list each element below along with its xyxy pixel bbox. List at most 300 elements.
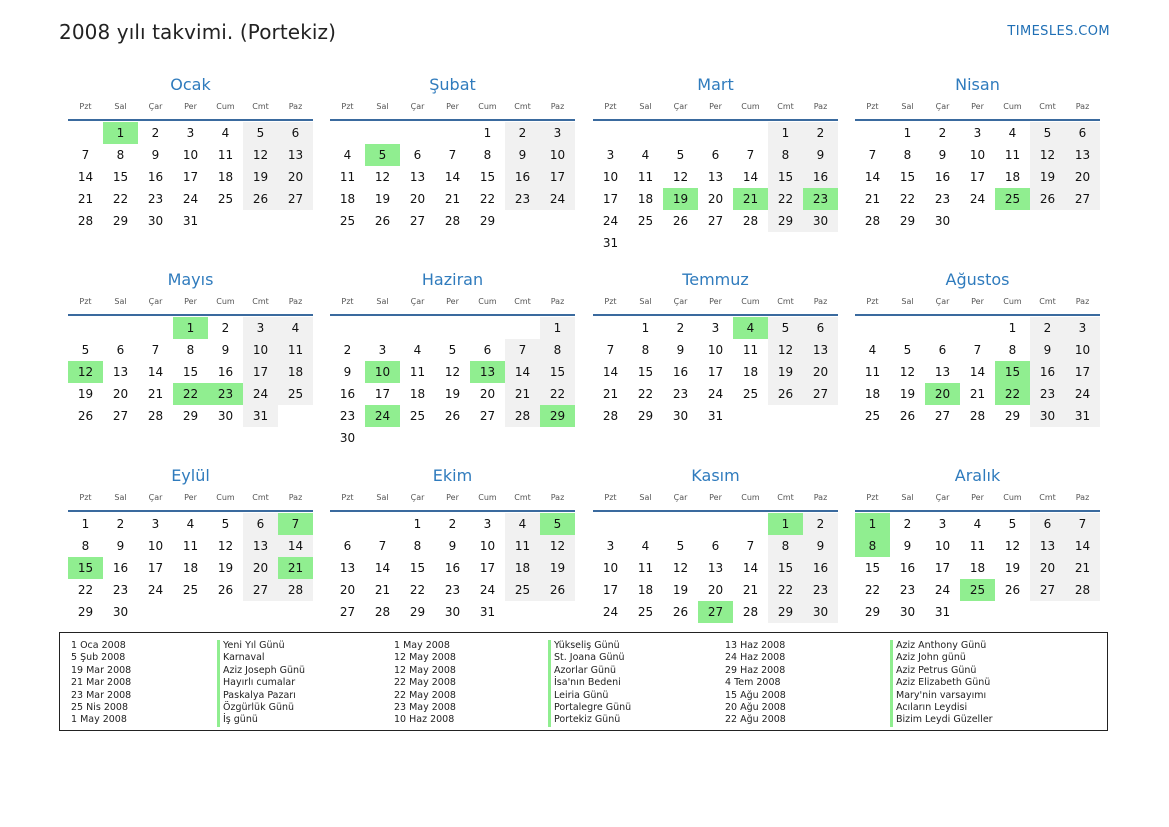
weekday-label: Pzt — [79, 297, 92, 306]
day-cell: 15 — [182, 365, 199, 379]
weekday-label: Paz — [288, 493, 303, 502]
weekday-label: Pzt — [866, 297, 879, 306]
day-cell: 12 — [672, 561, 689, 575]
day-cell: 30 — [217, 409, 234, 423]
day-cell: 19 — [1004, 561, 1021, 575]
day-cell: 15 — [637, 365, 654, 379]
day-cell: 29 — [768, 601, 803, 623]
day-cell: 9 — [116, 539, 125, 553]
holiday-day-cell: 29 — [540, 405, 575, 427]
day-cell: 16 — [339, 387, 356, 401]
holiday-day-cell: 21 — [278, 557, 313, 579]
header-divider — [68, 510, 313, 512]
holiday-day-cell: 21 — [733, 188, 768, 210]
header-divider — [68, 314, 313, 316]
day-cell: 31 — [707, 409, 724, 423]
day-cell: 10 — [147, 539, 164, 553]
day-cell: 16 — [444, 561, 461, 575]
day-cell: 30 — [803, 210, 838, 232]
legend-date: 15 Ağu 2008 — [725, 689, 786, 701]
day-cell: 6 — [483, 343, 492, 357]
weekday-label: Sal — [114, 493, 127, 502]
weekday-label: Sal — [114, 297, 127, 306]
day-cell: 27 — [934, 409, 951, 423]
day-cell: 9 — [903, 539, 912, 553]
brand-link[interactable]: TIMESLES.COM — [1007, 24, 1110, 39]
legend-holiday-name: Bizim Leydi Güzeller — [890, 714, 993, 726]
legend-names-col-2 — [548, 640, 631, 727]
day-cell: 25 — [637, 214, 654, 228]
day-cell: 14 — [147, 365, 164, 379]
day-cell: 12 — [768, 339, 803, 361]
legend-date: 23 May 2008 — [394, 702, 456, 714]
day-cell: 3 — [243, 317, 278, 339]
day-cell: 10 — [602, 561, 619, 575]
day-cell: 30 — [803, 601, 838, 623]
day-cell: 28 — [147, 409, 164, 423]
legend-holiday-name: St. Joana Günü — [548, 652, 631, 664]
weekday-label: Per — [971, 297, 984, 306]
day-cell: 19 — [374, 192, 391, 206]
day-cell: 19 — [444, 387, 461, 401]
weekday-label: Per — [971, 493, 984, 502]
day-cell: 9 — [343, 365, 352, 379]
day-grid — [330, 513, 575, 645]
day-cell: 23 — [899, 583, 916, 597]
holiday-day-cell: 20 — [925, 383, 960, 405]
legend-date: 19 Mar 2008 — [71, 664, 132, 676]
day-cell: 21 — [77, 192, 94, 206]
day-cell: 6 — [1065, 122, 1100, 144]
weekday-label: Pzt — [79, 102, 92, 111]
holiday-day-cell: 5 — [540, 513, 575, 535]
day-cell: 21 — [444, 192, 461, 206]
day-grid — [855, 317, 1100, 449]
day-cell: 19 — [899, 387, 916, 401]
day-cell: 26 — [672, 214, 689, 228]
legend-date: 21 Mar 2008 — [71, 677, 132, 689]
day-cell: 2 — [903, 517, 912, 531]
day-cell: 29 — [409, 605, 426, 619]
holiday-day-cell: 12 — [68, 361, 103, 383]
day-cell: 14 — [77, 170, 94, 184]
day-cell: 23 — [112, 583, 129, 597]
month-name: Ağustos — [945, 270, 1010, 289]
weekday-label: Cmt — [252, 493, 269, 502]
day-cell: 11 — [969, 539, 986, 553]
day-cell: 9 — [221, 343, 230, 357]
weekday-label: Çar — [673, 102, 688, 111]
day-cell: 23 — [444, 583, 461, 597]
weekday-label: Çar — [673, 493, 688, 502]
day-cell: 28 — [969, 409, 986, 423]
day-cell: 6 — [938, 343, 947, 357]
day-cell: 27 — [1065, 188, 1100, 210]
day-cell: 29 — [637, 409, 654, 423]
legend-holiday-name: Azorlar Günü — [548, 665, 631, 677]
weekday-label: Cmt — [514, 493, 531, 502]
day-cell: 27 — [278, 188, 313, 210]
weekday-header — [593, 100, 838, 114]
weekday-header — [68, 295, 313, 309]
header-divider — [330, 510, 575, 512]
month-name: Ocak — [170, 75, 211, 94]
weekday-label: Per — [709, 102, 722, 111]
holiday-day-cell: 5 — [365, 144, 400, 166]
day-cell: 1 — [1008, 321, 1017, 335]
day-cell: 29 — [182, 409, 199, 423]
day-cell: 13 — [409, 170, 426, 184]
day-cell: 13 — [278, 144, 313, 166]
weekday-label: Per — [184, 297, 197, 306]
day-cell: 20 — [1065, 166, 1100, 188]
day-cell: 25 — [217, 192, 234, 206]
day-cell: 23 — [505, 188, 540, 210]
weekday-header — [593, 491, 838, 505]
day-cell: 4 — [505, 513, 540, 535]
day-cell: 20 — [112, 387, 129, 401]
day-cell: 29 — [112, 214, 129, 228]
day-cell: 21 — [505, 383, 540, 405]
day-grid — [593, 122, 838, 254]
day-cell: 16 — [505, 166, 540, 188]
weekday-label: Pzt — [604, 493, 617, 502]
day-cell: 20 — [479, 387, 496, 401]
day-grid — [593, 317, 838, 449]
day-cell: 31 — [602, 236, 619, 250]
day-cell: 30 — [1030, 405, 1065, 427]
holiday-day-cell: 22 — [173, 383, 208, 405]
day-cell: 12 — [444, 365, 461, 379]
day-cell: 26 — [217, 583, 234, 597]
day-cell: 11 — [637, 170, 654, 184]
legend-holiday-name: Leiria Günü — [548, 690, 631, 702]
day-cell: 2 — [1030, 317, 1065, 339]
day-cell: 20 — [278, 166, 313, 188]
day-cell: 24 — [602, 214, 619, 228]
day-cell: 1 — [540, 317, 575, 339]
day-cell: 14 — [742, 561, 759, 575]
day-cell: 6 — [711, 539, 720, 553]
holiday-day-cell: 22 — [995, 383, 1030, 405]
day-cell: 7 — [448, 148, 457, 162]
weekday-label: Sal — [114, 102, 127, 111]
weekday-label: Cmt — [514, 297, 531, 306]
day-cell: 16 — [1030, 361, 1065, 383]
day-cell: 9 — [1030, 339, 1065, 361]
legend-date: 22 May 2008 — [394, 677, 456, 689]
day-cell: 13 — [934, 365, 951, 379]
day-cell: 17 — [969, 170, 986, 184]
day-cell: 26 — [768, 383, 803, 405]
legend-holiday-name: Aziz Joseph Günü — [217, 665, 305, 677]
day-cell: 31 — [243, 405, 278, 427]
day-cell: 11 — [742, 343, 759, 357]
day-cell: 25 — [864, 409, 881, 423]
weekday-label: Çar — [148, 102, 163, 111]
day-cell: 17 — [479, 561, 496, 575]
weekday-label: Paz — [288, 102, 303, 111]
day-cell: 3 — [1065, 317, 1100, 339]
legend-date: 1 May 2008 — [71, 714, 127, 726]
day-cell: 27 — [409, 214, 426, 228]
day-cell: 4 — [641, 148, 650, 162]
day-cell: 20 — [339, 583, 356, 597]
day-cell: 27 — [803, 383, 838, 405]
legend-date: 12 May 2008 — [394, 652, 456, 664]
day-cell: 4 — [343, 148, 352, 162]
day-cell: 15 — [864, 561, 881, 575]
day-cell: 2 — [803, 122, 838, 144]
weekday-label: Cum — [1003, 493, 1022, 502]
day-cell: 14 — [374, 561, 391, 575]
legend-date: 12 May 2008 — [394, 664, 456, 676]
day-cell: 24 — [602, 605, 619, 619]
legend-holiday-name: Karnaval — [217, 652, 305, 664]
legend-holiday-name: İş günü — [217, 714, 305, 726]
weekday-label: Çar — [935, 493, 950, 502]
header-divider — [330, 314, 575, 316]
day-cell: 10 — [1065, 339, 1100, 361]
day-cell: 18 — [409, 387, 426, 401]
day-cell: 15 — [540, 361, 575, 383]
month-name: Ekim — [432, 466, 473, 485]
holiday-day-cell: 23 — [208, 383, 243, 405]
day-grid — [68, 122, 313, 254]
day-cell: 13 — [707, 561, 724, 575]
header-divider — [593, 119, 838, 121]
weekday-label: Cum — [1003, 297, 1022, 306]
weekday-label: Çar — [935, 102, 950, 111]
day-cell: 9 — [505, 144, 540, 166]
day-cell: 23 — [672, 387, 689, 401]
day-cell: 10 — [707, 343, 724, 357]
day-cell: 2 — [938, 126, 947, 140]
day-cell: 4 — [641, 539, 650, 553]
weekday-label: Cmt — [777, 102, 794, 111]
day-cell: 26 — [243, 188, 278, 210]
day-cell: 11 — [409, 365, 426, 379]
weekday-label: Per — [709, 493, 722, 502]
day-cell: 26 — [540, 579, 575, 601]
day-cell: 12 — [1004, 539, 1021, 553]
weekday-label: Per — [184, 493, 197, 502]
day-cell: 13 — [243, 535, 278, 557]
day-cell: 17 — [934, 561, 951, 575]
day-cell: 13 — [112, 365, 129, 379]
day-cell: 10 — [182, 148, 199, 162]
day-cell: 17 — [374, 387, 391, 401]
day-cell: 21 — [602, 387, 619, 401]
legend-date: 25 Nis 2008 — [71, 702, 128, 714]
weekday-header — [593, 295, 838, 309]
day-cell: 30 — [899, 605, 916, 619]
weekday-label: Pzt — [341, 493, 354, 502]
day-cell: 17 — [182, 170, 199, 184]
day-cell: 27 — [339, 605, 356, 619]
legend-holiday-name: Paskalya Pazarı — [217, 690, 305, 702]
day-cell: 25 — [339, 214, 356, 228]
day-cell: 16 — [112, 561, 129, 575]
day-cell: 21 — [147, 387, 164, 401]
day-cell: 24 — [540, 188, 575, 210]
day-cell: 26 — [1004, 583, 1021, 597]
day-cell: 6 — [243, 513, 278, 535]
legend-holiday-name: Aziz John günü — [890, 652, 993, 664]
day-cell: 18 — [742, 365, 759, 379]
holiday-day-cell: 25 — [960, 579, 995, 601]
day-grid — [68, 317, 313, 449]
weekday-label: Pzt — [604, 297, 617, 306]
day-cell: 11 — [864, 365, 881, 379]
weekday-label: Pzt — [341, 102, 354, 111]
day-cell: 19 — [243, 166, 278, 188]
day-cell: 27 — [243, 579, 278, 601]
day-cell: 19 — [540, 557, 575, 579]
weekday-label: Pzt — [866, 493, 879, 502]
day-cell: 15 — [409, 561, 426, 575]
day-cell: 28 — [374, 605, 391, 619]
day-cell: 2 — [505, 122, 540, 144]
day-cell: 20 — [707, 583, 724, 597]
day-cell: 5 — [1008, 517, 1017, 531]
weekday-label: Sal — [901, 297, 914, 306]
day-cell: 13 — [339, 561, 356, 575]
day-cell: 30 — [112, 605, 129, 619]
day-cell: 5 — [1030, 122, 1065, 144]
day-cell: 9 — [938, 148, 947, 162]
legend-dates-col-3 — [725, 640, 786, 727]
header-divider — [593, 314, 838, 316]
legend-holiday-name: İsa'nın Bedeni — [548, 677, 631, 689]
holiday-day-cell: 4 — [733, 317, 768, 339]
day-grid — [593, 513, 838, 645]
holiday-day-cell: 13 — [470, 361, 505, 383]
day-cell: 10 — [602, 170, 619, 184]
day-cell: 14 — [969, 365, 986, 379]
day-cell: 7 — [606, 343, 615, 357]
day-cell: 5 — [81, 343, 90, 357]
legend-date: 1 May 2008 — [394, 640, 450, 651]
weekday-label: Paz — [813, 493, 828, 502]
day-cell: 18 — [969, 561, 986, 575]
legend-date: 22 Ağu 2008 — [725, 714, 786, 726]
day-cell: 14 — [742, 170, 759, 184]
day-cell: 22 — [899, 192, 916, 206]
day-cell: 9 — [448, 539, 457, 553]
day-cell: 14 — [1065, 535, 1100, 557]
day-cell: 6 — [711, 148, 720, 162]
day-cell: 9 — [803, 144, 838, 166]
day-cell: 26 — [444, 409, 461, 423]
holiday-day-cell: 27 — [698, 601, 733, 623]
weekday-header — [68, 491, 313, 505]
month-name: Eylül — [171, 466, 210, 485]
day-cell: 20 — [803, 361, 838, 383]
weekday-label: Cum — [741, 297, 760, 306]
day-cell: 11 — [505, 535, 540, 557]
day-cell: 3 — [186, 126, 195, 140]
day-cell: 30 — [444, 605, 461, 619]
weekday-label: Çar — [148, 297, 163, 306]
day-cell: 6 — [803, 317, 838, 339]
weekday-header — [330, 491, 575, 505]
day-cell: 15 — [768, 557, 803, 579]
day-cell: 9 — [803, 535, 838, 557]
day-cell: 15 — [479, 170, 496, 184]
day-cell: 15 — [112, 170, 129, 184]
header-divider — [855, 314, 1100, 316]
day-cell: 18 — [864, 387, 881, 401]
day-cell: 4 — [186, 517, 195, 531]
month-name: Haziran — [421, 270, 484, 289]
day-cell: 30 — [147, 214, 164, 228]
legend-holiday-name: Portekiz Günü — [548, 714, 631, 726]
day-cell: 11 — [182, 539, 199, 553]
weekday-label: Cum — [216, 297, 235, 306]
day-cell: 3 — [540, 122, 575, 144]
day-cell: 6 — [1030, 513, 1065, 535]
day-cell: 18 — [637, 192, 654, 206]
day-cell: 13 — [707, 170, 724, 184]
legend-dates-col-2 — [394, 640, 456, 727]
day-cell: 12 — [374, 170, 391, 184]
legend-dates-col-1 — [71, 640, 131, 727]
weekday-header — [855, 491, 1100, 505]
day-cell: 19 — [672, 583, 689, 597]
day-cell: 1 — [768, 122, 803, 144]
day-cell: 26 — [1030, 188, 1065, 210]
day-cell: 20 — [1030, 557, 1065, 579]
day-cell: 24 — [1065, 383, 1100, 405]
day-cell: 12 — [1030, 144, 1065, 166]
day-cell: 25 — [409, 409, 426, 423]
day-cell: 18 — [217, 170, 234, 184]
day-cell: 4 — [868, 343, 877, 357]
weekday-label: Pzt — [341, 297, 354, 306]
day-cell: 8 — [186, 343, 195, 357]
legend-holiday-name: Mary'nin varsayımı — [890, 690, 993, 702]
weekday-label: Çar — [935, 297, 950, 306]
holiday-day-cell: 1 — [103, 122, 138, 144]
day-cell: 14 — [602, 365, 619, 379]
day-cell: 10 — [540, 144, 575, 166]
day-cell: 31 — [479, 605, 496, 619]
month-name: Aralık — [954, 466, 1001, 485]
day-cell: 17 — [602, 583, 619, 597]
day-cell: 22 — [768, 579, 803, 601]
legend-date: 29 Haz 2008 — [725, 664, 786, 676]
day-cell: 26 — [899, 409, 916, 423]
day-cell: 28 — [602, 409, 619, 423]
day-cell: 5 — [243, 122, 278, 144]
day-cell: 3 — [606, 539, 615, 553]
weekday-label: Sal — [376, 297, 389, 306]
day-cell: 31 — [1065, 405, 1100, 427]
day-cell: 24 — [479, 583, 496, 597]
day-cell: 17 — [540, 166, 575, 188]
day-cell: 8 — [903, 148, 912, 162]
day-cell: 10 — [479, 539, 496, 553]
legend-holiday-name: Yeni Yıl Günü — [217, 640, 305, 652]
day-cell: 24 — [147, 583, 164, 597]
day-cell: 10 — [243, 339, 278, 361]
weekday-label: Pzt — [604, 102, 617, 111]
day-cell: 23 — [1030, 383, 1065, 405]
month-name: Mayıs — [167, 270, 214, 289]
holiday-day-cell: 8 — [855, 535, 890, 557]
day-cell: 4 — [973, 517, 982, 531]
